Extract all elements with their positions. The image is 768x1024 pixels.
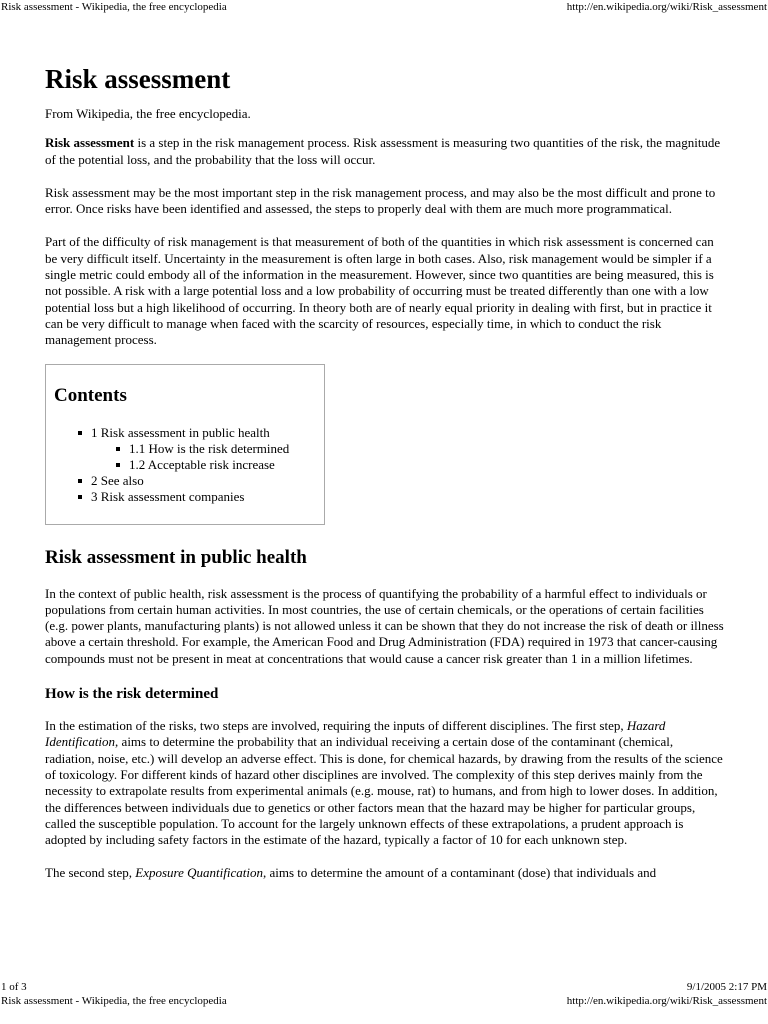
article-content	[45, 62, 725, 899]
how-determined-paragraph-2: The second step, Exposure Quantification, aims to determine the amount of a contaminant (dose) that individuals and	[45, 865, 657, 881]
header-url[interactable]: http://en.wikipedia.org/wiki/Risk_assessment	[566, 1, 767, 13]
section-heading-public-health: Risk assessment in public health	[45, 546, 307, 568]
footer-datetime: 9/1/2005 2:17 PM	[686, 981, 767, 993]
toc-item-see-also[interactable]: 2 See also	[78, 473, 316, 489]
toc-list	[78, 425, 316, 505]
toc-item-how-determined[interactable]: 1.1 How is the risk determined	[116, 441, 316, 457]
header-page-title: Risk assessment - Wikipedia, the free encyclopedia	[1, 1, 227, 13]
toc-item-companies[interactable]: 3 Risk assessment companies	[78, 489, 316, 505]
page-title: Risk assessment	[45, 64, 231, 94]
exposure-quantification-term: Exposure Quantification	[135, 865, 263, 881]
paragraph-3: Part of the difficulty of risk management is that measurement of both of the quantities in which risk assessment is concerned can be very difficult itself. Uncertainty in the measurement is often large in both cases. Also, risk management would be simpler if a single metric could embody all of the information in the measurement. However, since two quantities are being measured, this is not possible. A risk with a large potential loss and a low probability of occurring must be treated differently than one with a low potential loss but a high likelihood of occurring. In theory both are of nearly equal priority in dealing with first, but in practice it can be very difficult to manage when faced with the scarcity of resources, especially time, in which to conduct the risk management process.	[45, 234, 714, 348]
paragraph-2: Risk assessment may be the most important step in the risk management process, and may also be the most difficult and prone to error. Once risks have been identified and assessed, the steps to properly deal with them are much more programmatical.	[45, 184, 716, 217]
footer-page-number: 1 of 3	[1, 981, 27, 993]
public-health-paragraph: In the context of public health, risk assessment is the process of quantifying the probability of a harmful effect to individuals or populations from certain human activities. In most countries, the use of certain chemicals, or the operations of certain facilities (e.g. power plants, manufacturing plants) is not allowed unless it can be shown that they do not increase the risk of death or illness above a certain threshold. For example, the American Food and Drug Administration (FDA) required in 1973 that cancer-causing compounds must not be present in meat at concentrations that would cause a cancer risk greater than 1 in a million lifetimes.	[45, 585, 724, 666]
subsection-heading-how-determined: How is the risk determined	[45, 686, 219, 703]
toc-item-public-health[interactable]: 1 Risk assessment in public health 1.1 How is the risk determined 1.2 Acceptable risk increase	[78, 425, 316, 473]
footer-page-title: Risk assessment - Wikipedia, the free encyclopedia	[1, 995, 227, 1007]
how-determined-paragraph-1: In the estimation of the risks, two steps are involved, requiring the inputs of different disciplines. The first step, Hazard Identification, aims to determine the probability that an individual receiving a certain dose of the contaminant (chemical, radiation, noise, etc.) will develop an adverse effect. This is done, for chemical hazards, by drawing from the results of the science of toxicology. For different kinds of hazard other disciplines are involved. The complexity of this step derives mainly from the necessity to extrapolate results from experimental animals (e.g. mouse, rat) to humans, and from high to lower doses. In addition, the differences between individuals due to genetics or other factors mean that the hazard may be higher for particular groups, called the susceptible population. To account for the largely unknown effects of these extrapolations, a prudent approach is adopted by including safety factors in the estimate of the hazard, typically a factor of 10 for each unknown step.	[45, 718, 723, 848]
toc-item-acceptable-risk[interactable]: 1.2 Acceptable risk increase	[116, 457, 316, 473]
toc-title: Contents	[54, 384, 127, 406]
intro-text: is a step in the risk management process. Risk assessment is measuring two quantities of the risk, the magnitude of the potential loss, and the probability that the loss will occur.	[45, 135, 721, 167]
site-subtitle: From Wikipedia, the free encyclopedia.	[45, 106, 251, 121]
intro-paragraph	[45, 135, 725, 168]
intro-bold-term: Risk assessment	[45, 135, 135, 151]
footer-url[interactable]: http://en.wikipedia.org/wiki/Risk_assessment	[566, 995, 767, 1007]
hazard-identification-term: Hazard Identification	[45, 718, 666, 750]
toc-sublist	[116, 441, 316, 473]
table-of-contents	[45, 364, 325, 525]
